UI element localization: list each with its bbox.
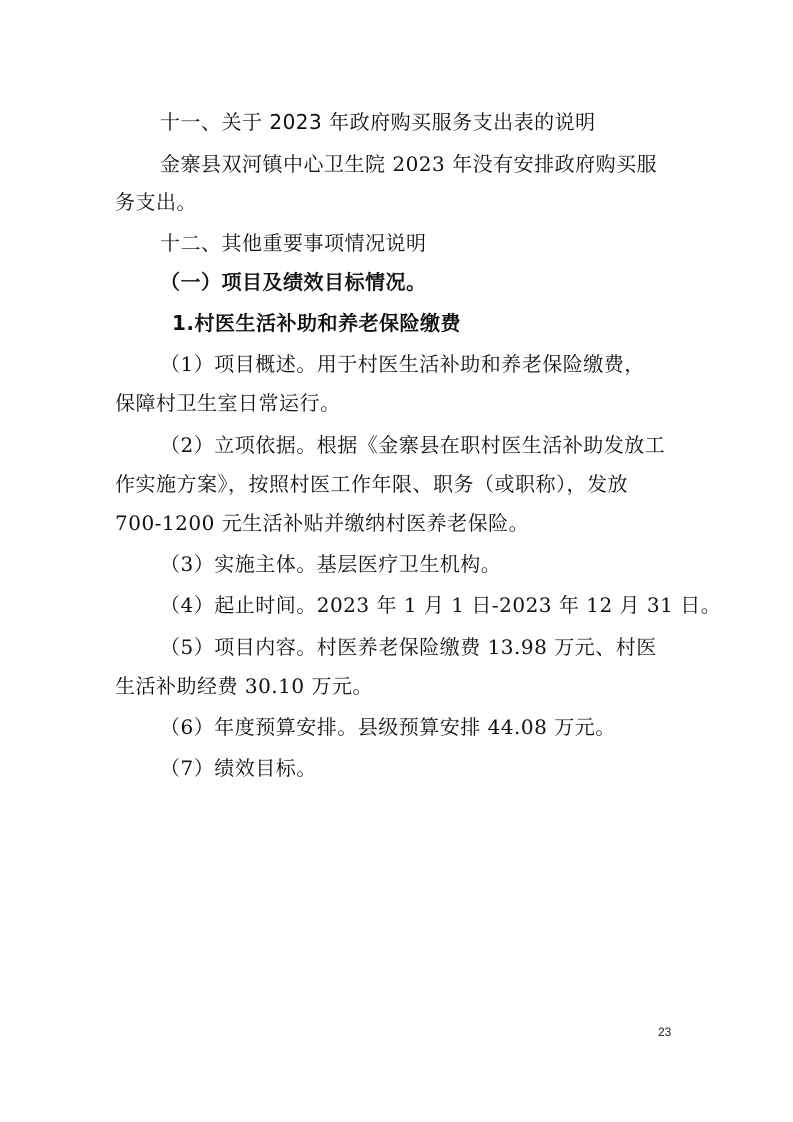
item-3: （3）实施主体。基层医疗卫生机构。 [160, 552, 502, 576]
item-2-line-3: 700-1200 元生活补贴并缴纳村医养老保险。 [115, 511, 530, 535]
project-title: 1.村医生活补助和养老保险缴费 [172, 311, 462, 335]
section-11-body-line-2: 务支出。 [115, 190, 197, 214]
item-2-line-2: 作实施方案》，按照村医工作年限、职务（或职称），发放 [115, 472, 628, 496]
section-12-sub-heading: （一）项目及绩效目标情况。 [160, 270, 427, 294]
section-11-body-line-1: 金寨县双河镇中心卫生院 2023 年没有安排政府购买服 [160, 152, 658, 176]
item-5-line-2: 生活补助经费 30.10 万元。 [115, 674, 373, 698]
section-12-heading: 十二、其他重要事项情况说明 [160, 231, 427, 255]
section-11-heading: 十一、关于 2023 年政府购买服务支出表的说明 [160, 110, 596, 134]
item-2-line-1: （2）立项依据。根据《金寨县在职村医生活补助发放工 [160, 433, 666, 457]
item-4: （4）起止时间。2023 年 1 月 1 日-2023 年 12 月 31 日。 [160, 593, 722, 617]
page-number: 23 [658, 1025, 672, 1039]
item-1-line-2: 保障村卫生室日常运行。 [115, 391, 341, 415]
item-5-line-1: （5）项目内容。村医养老保险缴费 13.98 万元、村医 [160, 635, 657, 659]
item-1-line-1: （1）项目概述。用于村医生活补助和养老保险缴费， [160, 352, 645, 376]
item-7: （7）绩效目标。 [160, 756, 317, 780]
item-6: （6）年度预算安排。县级预算安排 44.08 万元。 [160, 715, 616, 739]
